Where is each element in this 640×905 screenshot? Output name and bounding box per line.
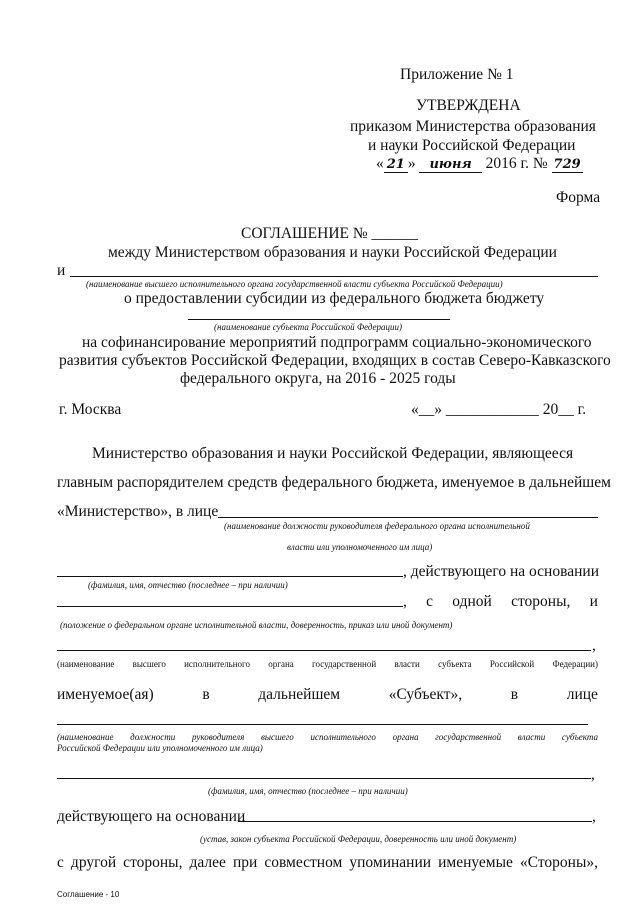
subsidy-line: о предоставлении субсидии из федерального бюджета бюджету xyxy=(124,290,545,307)
order-year: 2016 г. № xyxy=(485,155,548,172)
order-day: 21 xyxy=(384,157,408,173)
hint-word: власти xyxy=(394,659,420,669)
and-word: и xyxy=(57,262,66,279)
comma-3: , xyxy=(592,808,596,825)
hint-word: субъекта xyxy=(438,659,472,669)
between-line: между Министерством образования и науки Российской Федерации xyxy=(108,244,557,261)
hint-word: Федерации) xyxy=(552,659,598,669)
hint-charter: (устав, закон субъекта Российской Федерации, доверенность или иной документ) xyxy=(200,834,517,844)
purpose-line-1: на софинансирование мероприятий подпрограмм социально-экономического xyxy=(82,334,592,351)
agreement-title: СОГЛАШЕНИЕ № ______ xyxy=(241,225,419,242)
authority-blank-line[interactable] xyxy=(70,276,598,277)
form-label: Форма xyxy=(556,189,601,206)
acting-basis-2: действующего на основании xyxy=(57,808,246,825)
hint-subject: (наименование субъекта Российской Федерации) xyxy=(214,322,403,332)
acting-basis: , действующего на основании xyxy=(403,563,599,580)
p1-line-2: главным распорядителем средств федерального бюджета, именуемое в дальнейшем xyxy=(57,474,611,491)
one-side-word: с xyxy=(426,593,434,610)
other-side-line: с другой стороны, далее при совместном упоминании именуемые «Стороны», xyxy=(57,854,598,871)
hint-word: Российской xyxy=(489,659,535,669)
purpose-line-3: федерального округа, на 2016 - 2025 годы xyxy=(180,370,456,387)
comma: , xyxy=(592,637,596,654)
one-side-text xyxy=(403,593,598,611)
date-open-quote: « xyxy=(376,155,384,172)
hint-word: органа xyxy=(268,659,294,669)
subject-blank-line[interactable] xyxy=(188,319,450,320)
appendix-number: Приложение № 1 xyxy=(400,66,514,83)
hint-authority-2 xyxy=(57,659,598,669)
date-close-quote: » xyxy=(407,155,416,172)
one-side-word: одной xyxy=(452,593,492,610)
named-word: дальнейшем xyxy=(258,686,341,703)
page-footer: Соглашение - 10 xyxy=(57,890,120,899)
comma-2: , xyxy=(591,766,595,783)
ministry-rep-line[interactable] xyxy=(218,517,598,518)
city: г. Москва xyxy=(59,401,122,418)
fio-line-1[interactable] xyxy=(57,576,403,577)
one-side-word: стороны, xyxy=(511,593,571,610)
named-word: лице xyxy=(566,686,598,703)
hint-fio-2: (фамилия, имя, отчество (последнее – при наличии) xyxy=(208,786,408,796)
hint-head-2: Российской Федерации или уполномоченного им лица) xyxy=(57,743,263,753)
p1-line-1: Министерство образования и науки Российской Федерации, являющееся xyxy=(92,445,574,462)
approved-heading: УТВЕРЖДЕНА xyxy=(416,97,521,114)
order-line-1: приказом Министерства образования xyxy=(350,118,596,135)
named-word: «Субъект», xyxy=(388,686,463,703)
named-word: в xyxy=(510,686,519,703)
hint-word: государственной xyxy=(312,659,377,669)
hint-authority: (наименование высшего исполнительного органа государственной власти субъекта Российской Федерации) xyxy=(86,279,503,289)
named-word: в xyxy=(202,686,210,703)
one-side-word: , xyxy=(403,593,407,610)
order-number: 729 xyxy=(553,157,581,172)
named-subject-line xyxy=(57,686,598,704)
one-side-word: и xyxy=(589,593,598,610)
hint-regulation: (положение о федеральном органе исполнительной власти, доверенность, приказ или иной документ) xyxy=(60,620,453,630)
order-date xyxy=(376,155,583,173)
hint-word: исполнительного xyxy=(184,659,251,669)
hint-fio-1: (фамилия, имя, отчество (последнее – при наличии) xyxy=(88,580,288,590)
regulation-line[interactable] xyxy=(57,606,403,607)
purpose-line-2: развития субъектов Российской Федерации, входящих в состав Северо-Кавказского xyxy=(59,352,611,369)
order-line-2: и науки Российской Федерации xyxy=(368,137,576,154)
subject-head-line[interactable] xyxy=(57,724,588,725)
hint-position-2: власти или уполномоченного им лица) xyxy=(287,542,433,552)
agreement-date[interactable]: «__» ____________ 20__ г. xyxy=(411,401,587,418)
named-word: именуемое(ая) xyxy=(57,686,154,703)
hint-word: высшего xyxy=(132,659,166,669)
hint-word: (наименование xyxy=(57,659,115,669)
charter-line[interactable] xyxy=(238,821,592,822)
order-month: июня xyxy=(419,157,481,173)
hint-head-1: (наименование должности руководителя высшего исполнительного органа государственной власти субъекта xyxy=(57,732,598,742)
authority-line-2[interactable] xyxy=(57,650,591,651)
hint-position-1: (наименование должности руководителя федерального органа исполнительной xyxy=(224,521,530,531)
p1-line-3: «Министерство», в лице xyxy=(57,503,219,520)
fio-line-2[interactable] xyxy=(57,778,591,779)
